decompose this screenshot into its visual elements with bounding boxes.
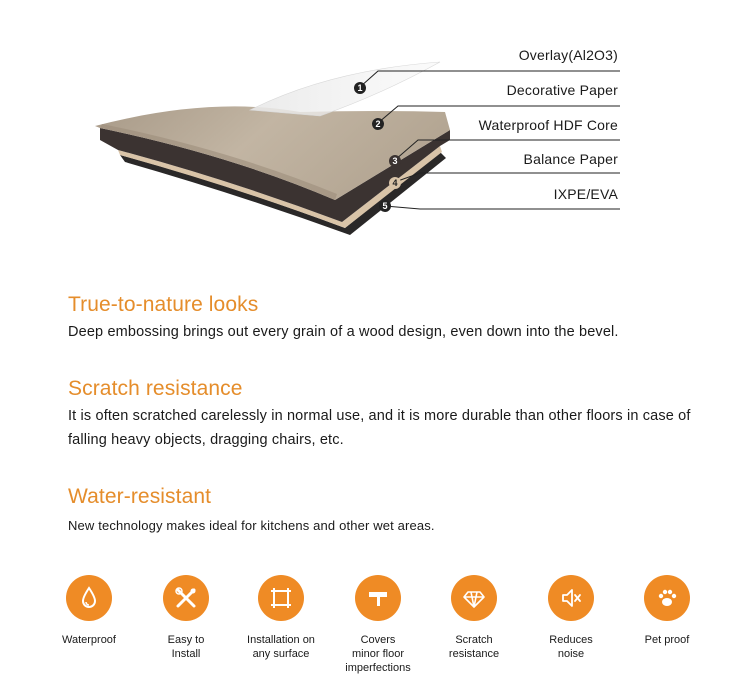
svg-text:3: 3 — [392, 156, 398, 166]
tools-icon — [163, 575, 209, 621]
icon-label: Covers minor floor imperfections — [345, 634, 411, 674]
frame-icon — [258, 575, 304, 621]
icon-item-reduces-noise — [521, 575, 621, 661]
icon-label: Waterproof — [61, 634, 116, 646]
icon-item-any-surface — [231, 575, 331, 661]
icon-item-scratch-resistance — [424, 575, 524, 661]
mute-icon — [548, 575, 594, 621]
icon-label: Pet proof — [644, 634, 690, 646]
feature-water-resistant — [68, 484, 710, 538]
feature-text: New technology makes ideal for kitchens and other wet areas. — [68, 518, 435, 533]
icon-label: Reduces noise — [549, 634, 593, 660]
icon-label: Easy to Install — [167, 634, 205, 660]
icon-item-pet-proof — [617, 575, 717, 647]
icon-label: Scratch resistance — [448, 634, 500, 660]
icon-item-covers-imperfections — [328, 575, 428, 675]
feature-true-to-nature — [68, 292, 710, 344]
icon-label: Installation on any surface — [247, 634, 315, 660]
feature-title: Scratch resistance — [68, 377, 243, 400]
layer-label-ixpe: IXPE/EVA — [553, 186, 618, 202]
svg-text:2: 2 — [375, 119, 381, 129]
feature-scratch-resistance — [68, 376, 710, 452]
svg-text:5: 5 — [382, 201, 388, 211]
icon-item-waterproof — [39, 575, 139, 647]
feature-text: Deep embossing brings out every grain of a wood design, even down into the bevel. — [68, 324, 619, 340]
layer-label-decorative-paper: Decorative Paper — [506, 82, 618, 98]
layer-diagram — [0, 0, 750, 250]
diamond-icon — [451, 575, 497, 621]
feature-title: Water-resistant — [68, 485, 212, 508]
overlay-layer — [250, 62, 440, 116]
feature-title: True-to-nature looks — [68, 293, 259, 316]
layer-label-overlay: Overlay(Al2O3) — [518, 47, 618, 63]
feature-text: It is often scratched carelessly in normal use, and it is more durable than other floors in case of falling heavy objects, dragging chairs, etc. — [68, 408, 691, 448]
svg-text:1: 1 — [357, 83, 363, 93]
svg-text:4: 4 — [392, 178, 398, 188]
paw-icon — [644, 575, 690, 621]
roller-icon — [355, 575, 401, 621]
layer-label-balance-paper: Balance Paper — [523, 151, 618, 167]
icon-item-easy-install — [136, 575, 236, 661]
waterproof-icon — [66, 575, 112, 621]
floor-layers-illustration — [0, 0, 750, 250]
layer-label-hdf-core: Waterproof HDF Core — [478, 117, 618, 133]
